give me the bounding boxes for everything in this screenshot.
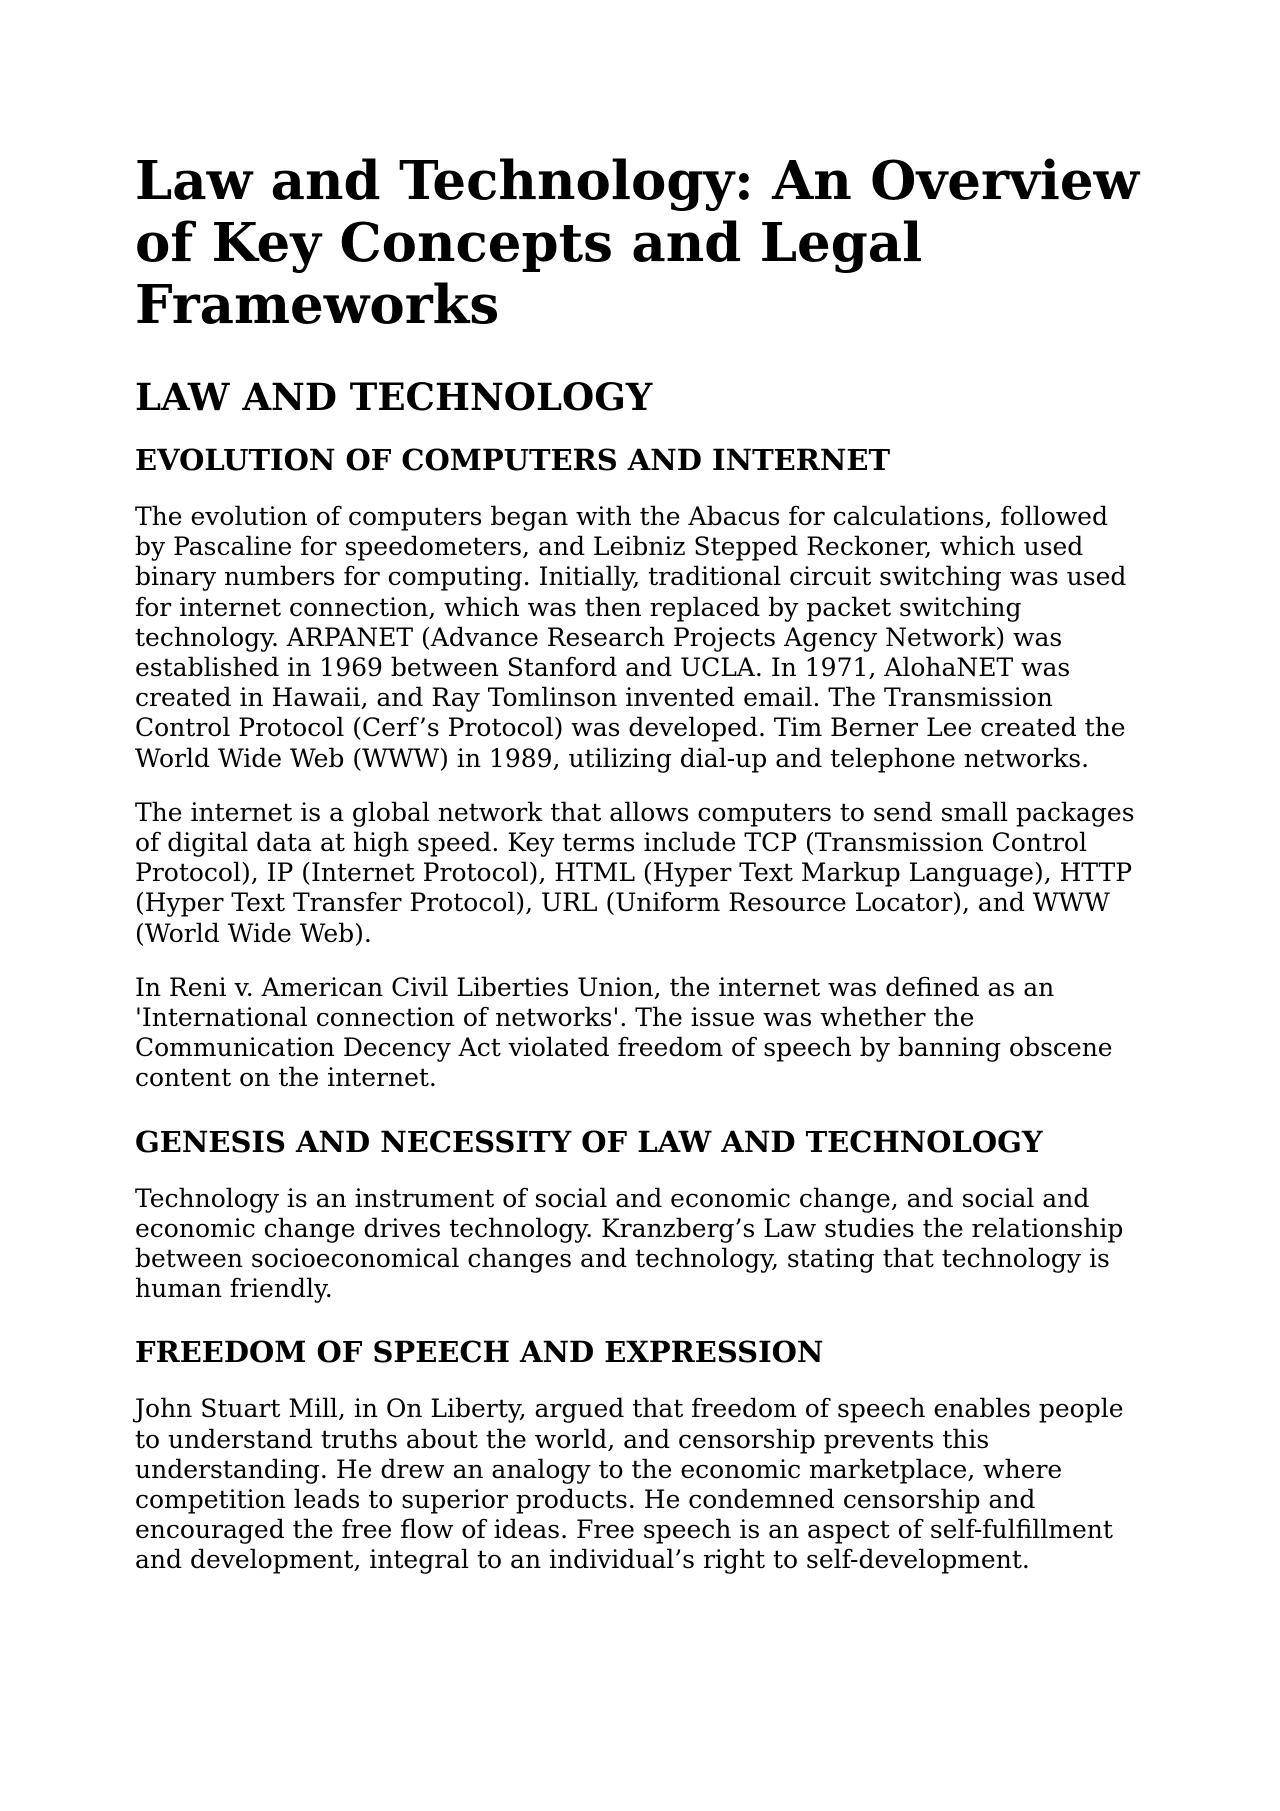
paragraph: The internet is a global network that allows computers to send small packages of digital data at high speed. Key terms include TCP (Transmission Control Protocol), IP (Internet Protocol), HTML (Hyper Text Markup Language), HTTP (Hyper Text Transfer Protocol), URL (Uniform Resource Locator), and WWW (World Wide Web). — [135, 797, 1135, 948]
paragraph: Technology is an instrument of social and economic change, and social and economic change drives technology. Kranzberg’s Law studies the relationship between socioeconomical changes and technology, stating that technology is human friendly. — [135, 1183, 1124, 1304]
subsection-heading: GENESIS AND NECESSITY OF LAW AND TECHNOLOGY — [135, 1124, 1043, 1159]
subsection-evolution — [135, 442, 1145, 1094]
subsection-heading: FREEDOM OF SPEECH AND EXPRESSION — [135, 1335, 824, 1370]
paragraph: In Reni v. American Civil Liberties Union, the internet was defined as an 'International connection of networks'. The issue was whether the Communication Decency Act violated freedom of speech by banning obscene content on the internet. — [135, 972, 1113, 1093]
subsection-heading: EVOLUTION OF COMPUTERS AND INTERNET — [135, 443, 891, 477]
document-page — [135, 150, 1145, 1600]
subsection-freedom — [135, 1334, 1145, 1575]
paragraph: John Stuart Mill, in On Liberty, argued that freedom of speech enables people to understand truths about the world, and censorship prevents this understanding. He drew an analogy to the economic marketplace, where competition leads to superior products. He condemned censorship and encouraged the free flow of ideas. Free speech is an aspect of self-fulfillment and development, integral to an individual’s right to self-development. — [135, 1394, 1124, 1575]
subsection-genesis — [135, 1124, 1145, 1305]
paragraph: The evolution of computers began with the Abacus for calculations, followed by Pascaline for speedometers, and Leibniz Stepped Reckoner, which used binary numbers for computing. Initially, traditional circuit switching was used for internet connection, which was then replaced by packet switching technology. ARPANET (Advance Research Projects Agency Network) was established in 1969 between Stanford and UCLA. In 1971, AlohaNET was created in Hawaii, and Ray Tomlinson invented email. The Transmission Control Protocol (Cerf’s Protocol) was developed. Tim Berner Lee created the World Wide Web (WWW) in 1989, utilizing dial-up and telephone networks. — [135, 502, 1127, 773]
section-heading: LAW AND TECHNOLOGY — [135, 375, 653, 419]
document-title: Law and Technology: An Overview of Key Concepts and Legal Frameworks — [135, 150, 1140, 336]
